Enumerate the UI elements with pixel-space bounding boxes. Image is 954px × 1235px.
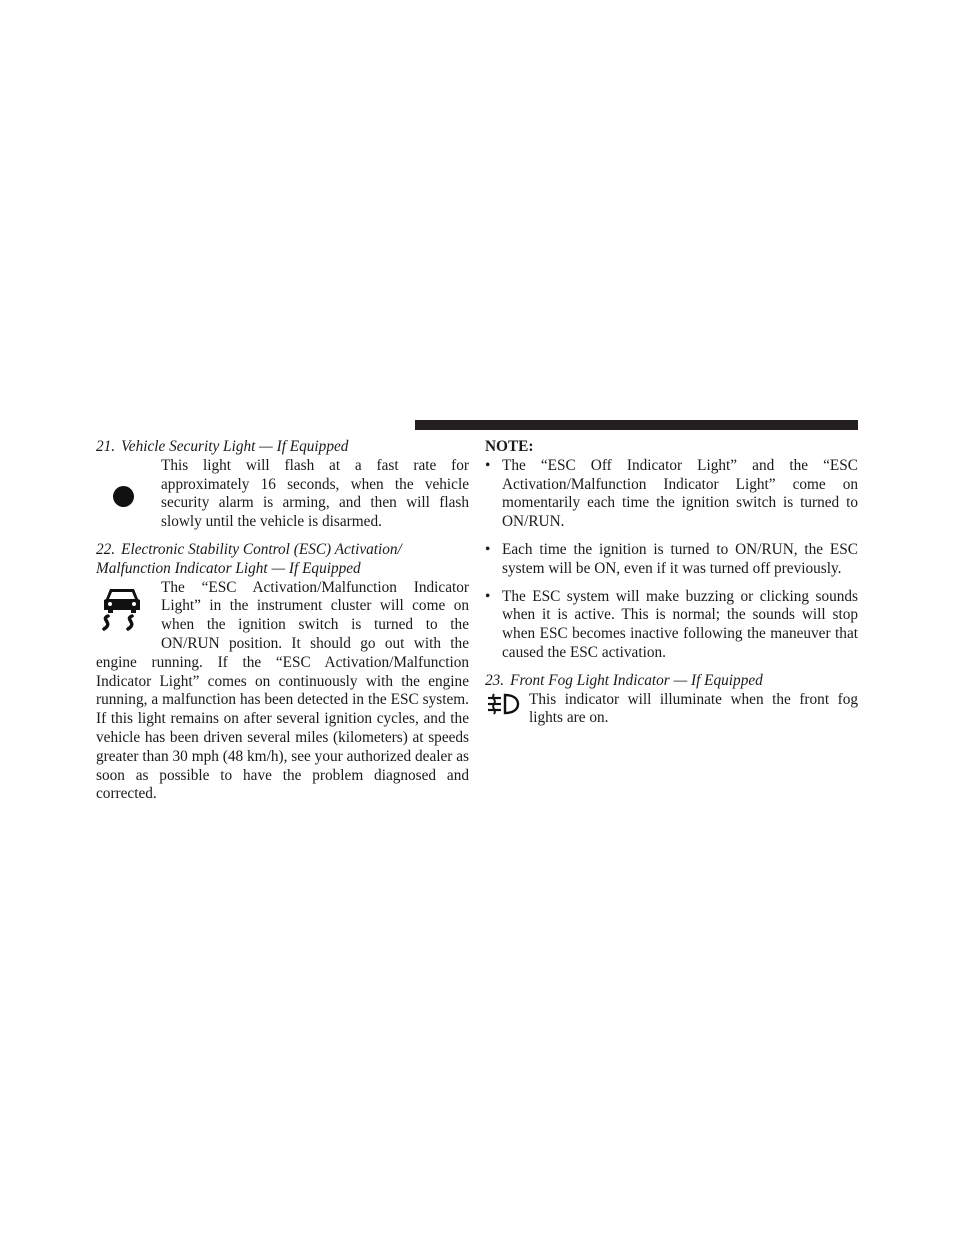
section-21-number: 21.: [96, 438, 116, 455]
note-bullet-list: [485, 457, 858, 663]
front-fog-light-icon: [485, 691, 529, 717]
section-23-number: 23.: [485, 671, 505, 689]
section-22-heading-line2: Malfunction Indicator Light — If Equipped: [96, 559, 361, 577]
section-23-title: Front Fog Light Indicator — If Equipped: [510, 671, 763, 689]
section-22: [96, 541, 469, 804]
note-bullet-2: • Each time the ignition is turned to ON/RUN, the ESC system will be ON, even if it was turned off previously.: [485, 541, 858, 579]
right-column: [485, 438, 858, 737]
security-dot-icon: [96, 457, 161, 532]
section-23-heading: [485, 672, 858, 691]
section-22-title-line1: Electronic Stability Control (ESC) Activation/: [121, 540, 402, 558]
section-23-text: This indicator will illuminate when the front fog lights are on.: [529, 690, 858, 727]
section-22-text: The “ESC Activation/Malfunction Indicator Light” in the instrument cluster will come on when the ignition switch is turned to the ON/RUN position. It should go out with the engine running. If the “ESC Activation/Malfunction Indicator Light” comes on continuously with the engine running, a malfunction has been detected in the ESC system. If this light remains on after several ignition cycles, and the vehicle has been driven several miles (kilometers) at speeds greater than 30 mph (48 km/h), see your authorized dealer as soon as possible to have the problem diagnosed and corrected.: [96, 578, 469, 803]
left-column: [96, 438, 469, 813]
note-bullet-1: • The “ESC Off Indicator Light” and the “ESC Activation/Malfunction Indicator Light” come on momentarily each time the ignition switch is turned to ON/RUN.: [485, 457, 858, 532]
section-21-title: Vehicle Security Light — If Equipped: [121, 438, 349, 455]
section-22-number: 22.: [96, 540, 116, 558]
esc-skidding-car-icon: [96, 579, 161, 637]
section-22-heading: [96, 541, 469, 560]
note-label: NOTE:: [485, 438, 534, 455]
section-21-text: This light will flash at a fast rate for approximately 16 seconds, when the vehicle security alarm is arming, and then will flash slowly until the vehicle is disarmed.: [161, 456, 469, 531]
section-21-heading: [96, 438, 469, 457]
section-23: [485, 672, 858, 728]
section-header-bar: [415, 420, 858, 430]
section-21: [96, 438, 469, 532]
note-bullet-3: • The ESC system will make buzzing or clicking sounds when it is active. This is normal; the sounds will stop when ESC becomes inactive following the maneuver that caused the ESC activation.: [485, 588, 858, 663]
